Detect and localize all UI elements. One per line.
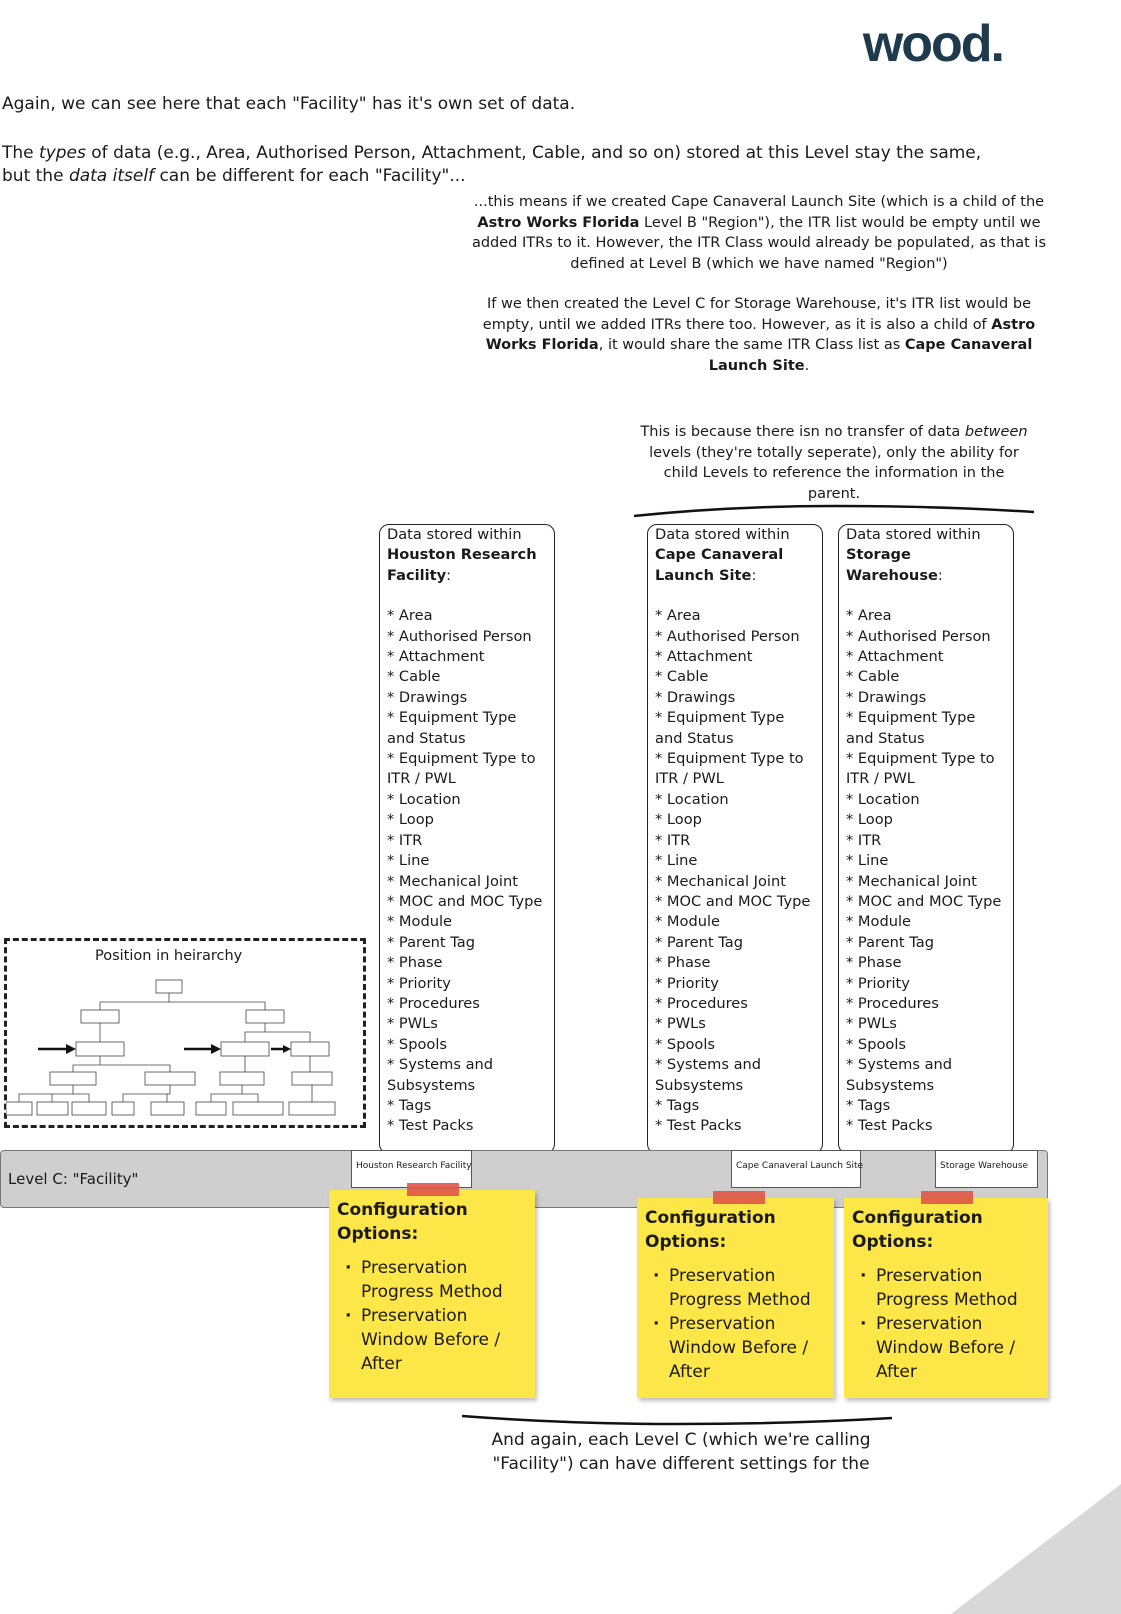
data-item: * Location	[846, 790, 920, 808]
data-item: * MOC and MOC Type	[846, 892, 1002, 910]
data-item: * Module	[846, 913, 912, 931]
data-item: * Cable	[387, 668, 441, 686]
data-item: * Line	[655, 852, 698, 870]
sticky-note-houston	[329, 1190, 535, 1398]
data-item: * Attachment	[655, 648, 753, 666]
sticky-note-cape-canaveral	[637, 1198, 834, 1398]
data-item: * Phase	[655, 954, 711, 972]
hier-node-c3	[220, 1072, 264, 1085]
data-item: * Phase	[846, 954, 902, 972]
sticky-title: Configuration Options:	[645, 1208, 776, 1252]
data-item: * Tags	[846, 1096, 891, 1114]
wood-logo: wood.	[862, 15, 1003, 73]
data-list-cape-canaveral	[655, 606, 816, 1137]
data-box-storage-warehouse: Data stored within Storage Warehouse: * Area * Authorised Person * Attachment * Cable * Drawings * Equipment Type and Status * Equipment Type to ITR / PWL * Location * Loop * ITR * Line * Mechanical Joint * MOC and MOC Type * Module * Parent Tag * Phase * Priority * Procedures * PWLs * Spools * Systems and Subsystems * Tags * Test Packs	[838, 524, 1014, 1154]
tag-storage-warehouse[interactable]: Storage Warehouse	[935, 1150, 1038, 1188]
data-item: * Spools	[846, 1035, 906, 1053]
data-box-houston: Data stored within Houston Research Facility: * Area * Authorised Person * Attachment * Cable * Drawings * Equipment Type and Status * Equipment Type to ITR / PWL * Location * Loop * ITR * Line * Mechanical Joint * MOC and MOC Type * Module * Parent Tag * Phase * Priority * Procedures * PWLs * Spools * Systems and Subsystems * Tags * Test Packs	[379, 524, 555, 1154]
sticky-item: · Preservation Window Before / After	[876, 1312, 1040, 1384]
sticky-tape	[407, 1183, 459, 1196]
brace-top	[630, 500, 1040, 520]
data-item: * Spools	[387, 1035, 447, 1053]
data-item: * Spools	[655, 1035, 715, 1053]
data-item: * PWLs	[387, 1015, 438, 1033]
sticky-note-storage-warehouse	[844, 1198, 1048, 1398]
data-item: * Location	[655, 790, 729, 808]
data-list-houston	[387, 606, 548, 1137]
tag-houston-research-facility[interactable]: Houston Research Facility	[351, 1150, 472, 1188]
data-item: * Attachment	[387, 648, 485, 666]
sticky-title: Configuration Options:	[852, 1208, 983, 1252]
data-item: * Location	[387, 790, 461, 808]
data-item: * Phase	[387, 954, 443, 972]
footer-text: And again, each Level C (which we're calling "Facility") can have different settings for the	[491, 1430, 871, 1474]
sticky-item: · Preservation Progress Method	[669, 1264, 826, 1312]
data-item: * Area	[655, 607, 701, 625]
sticky-item: · Preservation Window Before / After	[669, 1312, 826, 1384]
data-item: * MOC and MOC Type	[655, 892, 811, 910]
data-item: * ITR	[655, 831, 691, 849]
data-item: * Loop	[387, 811, 434, 829]
data-item: * Procedures	[387, 994, 480, 1012]
sticky-item: · Preservation Window Before / After	[361, 1304, 527, 1376]
hier-node-b	[246, 1010, 284, 1023]
data-item: * Tags	[655, 1096, 700, 1114]
data-item: * Parent Tag	[846, 933, 934, 951]
data-item: * Systems and Subsystems	[387, 1056, 494, 1094]
data-item: * Attachment	[846, 648, 944, 666]
data-item: * Systems and Subsystems	[846, 1056, 953, 1094]
hier-node-root	[156, 980, 182, 993]
hier-node-c4	[292, 1072, 332, 1085]
data-list-storage-warehouse	[846, 606, 1007, 1137]
itr-note-paragraph-2: If we then created the Level C for Storage Warehouse, it's ITR list would be empty, until we added ITRs there too. However, as it is also a child of Astro Works Florida, it would share the same ITR Class list as Cape Canaveral Launch Site.	[482, 296, 1036, 374]
sticky-tape	[921, 1191, 973, 1204]
data-item: * Equipment Type and Status	[846, 709, 976, 747]
itr-note-paragraph-1: ...this means if we created Cape Canaveral Launch Site (which is a child of the Astro Works Florida Level B "Region"), the ITR list would be empty until we added ITRs to it. However, the ITR Class would already be populated, as that is defined at Level B (which we have named "Region")	[471, 194, 1047, 272]
transfer-note: This is because there isn no transfer of data between levels (they're totally seperate), only the ability for child Levels to reference the information in the parent.	[640, 424, 1028, 502]
hierarchy-diagram	[6, 970, 364, 1125]
level-c-label: Level C: "Facility"	[8, 1170, 139, 1188]
data-item: * Tags	[387, 1096, 432, 1114]
tag-cape-canaveral-launch-site[interactable]: Cape Canaveral Launch Site	[731, 1150, 861, 1188]
hier-node-b2	[291, 1042, 329, 1056]
data-item: * Test Packs	[655, 1117, 742, 1135]
data-item: * Priority	[846, 974, 910, 992]
intro-line-1: Again, we can see here that each "Facility" has it's own set of data.	[2, 94, 576, 114]
sticky-item: · Preservation Progress Method	[361, 1256, 527, 1304]
data-item: * Area	[387, 607, 433, 625]
data-item: * Parent Tag	[655, 933, 743, 951]
data-item: * Loop	[846, 811, 893, 829]
data-item: * Mechanical Joint	[387, 872, 518, 890]
data-item: * Drawings	[846, 688, 927, 706]
data-item: * Authorised Person	[846, 627, 991, 645]
data-item: * Cable	[846, 668, 900, 686]
sticky-tape	[713, 1191, 765, 1204]
hier-node-c1	[50, 1072, 96, 1085]
data-item: * PWLs	[846, 1015, 897, 1033]
position-in-hierarchy-title: Position in heirarchy	[95, 948, 243, 964]
data-item: * Mechanical Joint	[655, 872, 786, 890]
data-item: * Equipment Type to ITR / PWL	[387, 750, 536, 788]
data-item: * Module	[387, 913, 453, 931]
data-item: * Equipment Type to ITR / PWL	[655, 750, 804, 788]
data-item: * Cable	[655, 668, 709, 686]
data-item: * Drawings	[387, 688, 468, 706]
data-item: * Test Packs	[846, 1117, 933, 1135]
hier-node-b1	[221, 1042, 269, 1056]
data-item: * Mechanical Joint	[846, 872, 977, 890]
data-item: * PWLs	[655, 1015, 706, 1033]
data-item: * Authorised Person	[387, 627, 532, 645]
data-item: * ITR	[387, 831, 423, 849]
data-item: * Priority	[655, 974, 719, 992]
data-item: * Drawings	[655, 688, 736, 706]
data-item: * Module	[655, 913, 721, 931]
data-item: * MOC and MOC Type	[387, 892, 543, 910]
brace-bottom	[458, 1410, 898, 1430]
data-item: * Priority	[387, 974, 451, 992]
data-item: * Equipment Type and Status	[387, 709, 517, 747]
data-item: * Procedures	[846, 994, 939, 1012]
data-item: * Loop	[655, 811, 702, 829]
sticky-title: Configuration Options:	[337, 1200, 468, 1244]
hier-node-a	[81, 1010, 119, 1023]
data-item: * Systems and Subsystems	[655, 1056, 762, 1094]
data-item: * Test Packs	[387, 1117, 474, 1135]
data-box-cape-canaveral: Data stored within Cape Canaveral Launch Site: * Area * Authorised Person * Attachment * Cable * Drawings * Equipment Type and Status * Equipment Type to ITR / PWL * Location * Loop * ITR * Line * Mechanical Joint * MOC and MOC Type * Module * Parent Tag * Phase * Priority * Procedures * PWLs * Spools * Systems and Subsystems * Tags * Test Packs	[647, 524, 823, 1154]
hier-node-c2	[145, 1072, 195, 1085]
data-item: * Procedures	[655, 994, 748, 1012]
data-item: * Parent Tag	[387, 933, 475, 951]
data-item: * ITR	[846, 831, 882, 849]
data-item: * Line	[846, 852, 889, 870]
intro-paragraph: The types of data (e.g., Area, Authorised Person, Attachment, Cable, and so on) stored at this Level stay the same, but the data itself can be different for each "Facility"...	[2, 143, 982, 186]
page-corner-decoration	[951, 1484, 1121, 1614]
hier-node-a1	[76, 1042, 124, 1056]
data-item: * Authorised Person	[655, 627, 800, 645]
data-item: * Area	[846, 607, 892, 625]
sticky-item: · Preservation Progress Method	[876, 1264, 1040, 1312]
itr-explanation-note	[468, 192, 1050, 376]
data-item: * Line	[387, 852, 430, 870]
data-item: * Equipment Type and Status	[655, 709, 785, 747]
data-item: * Equipment Type to ITR / PWL	[846, 750, 995, 788]
